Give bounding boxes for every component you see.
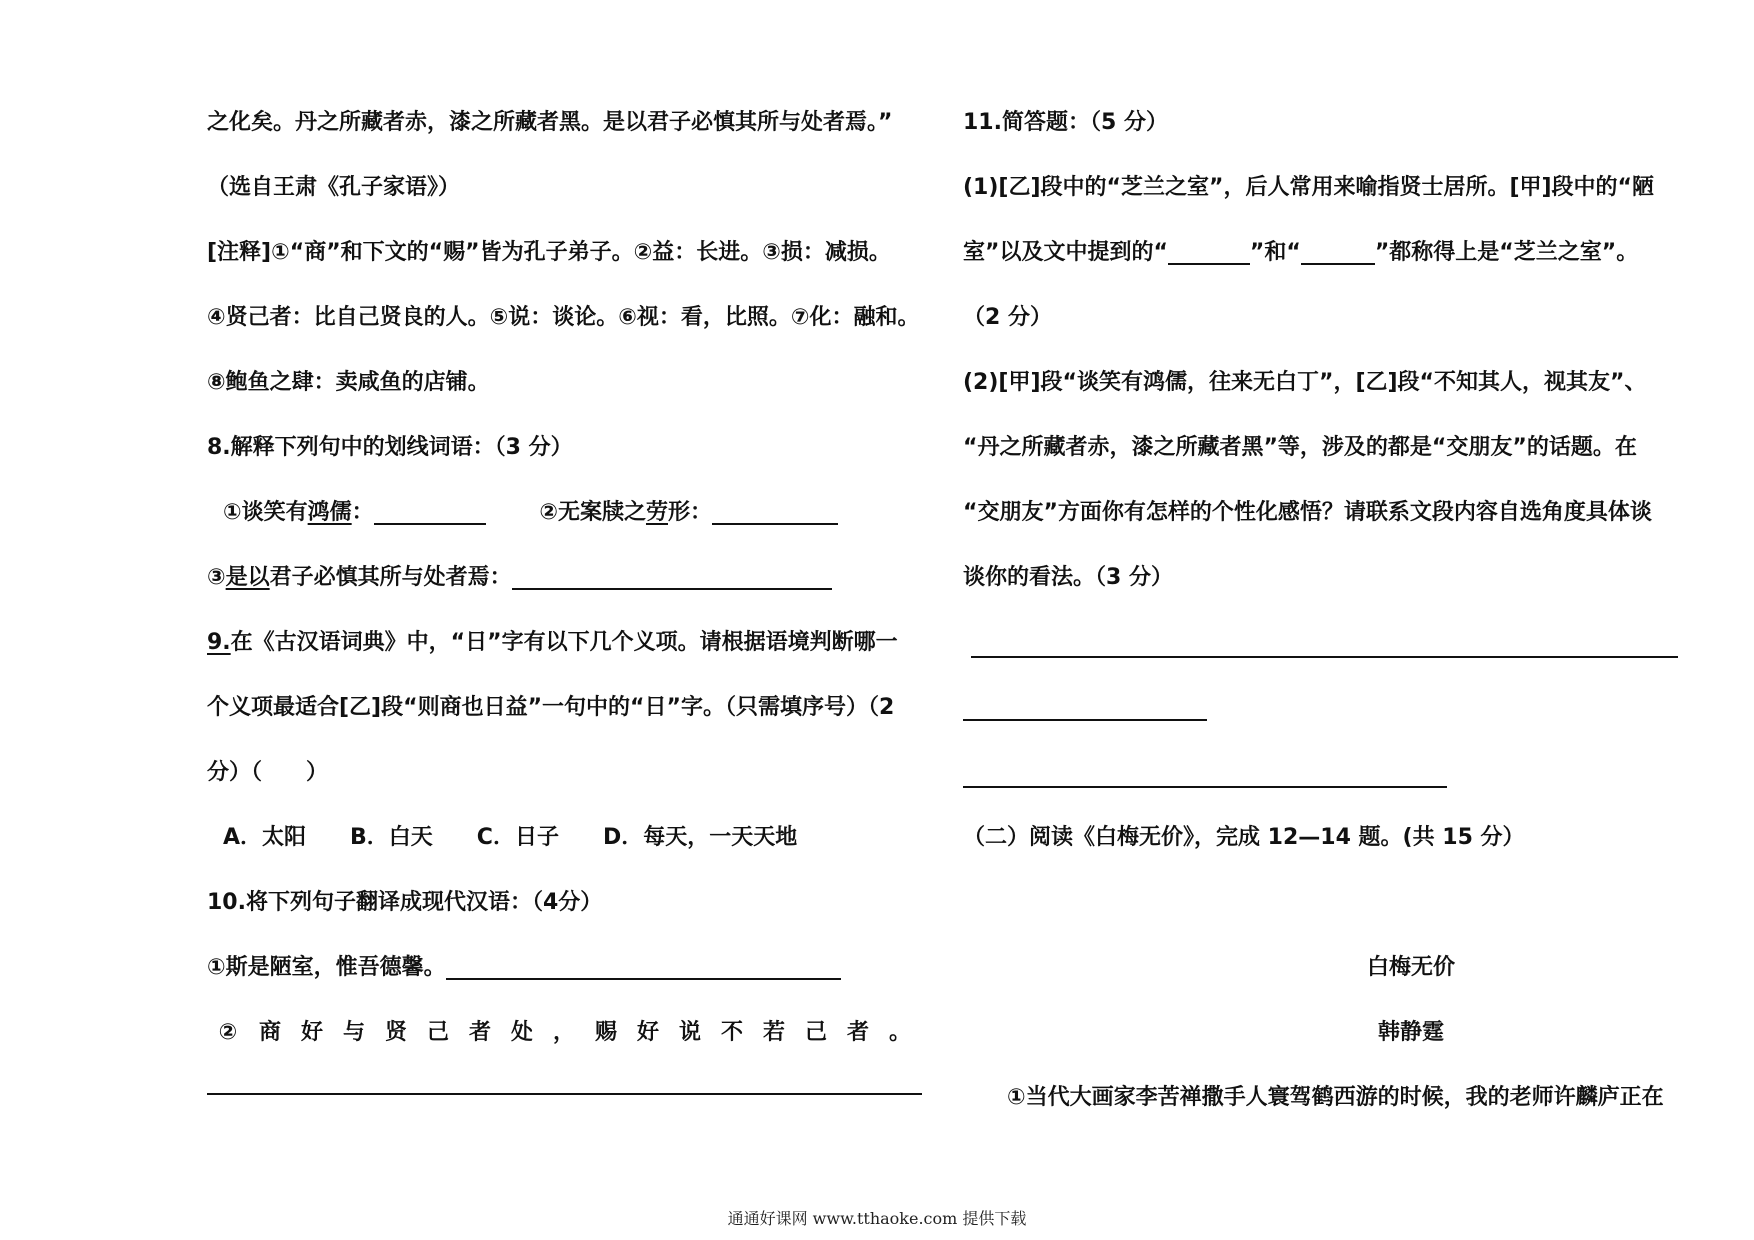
char: 处 — [510, 1020, 533, 1045]
answer-area — [963, 610, 1678, 675]
char: 贤 — [384, 1020, 407, 1045]
spacer — [963, 870, 1678, 935]
q8-item3-underlined: 是以 — [225, 565, 270, 590]
annotation-line: ⑧鲍鱼之肆：卖咸鱼的店铺。 — [207, 370, 490, 395]
q11-part2-line3: “交朋友”方面你有怎样的个性化感悟？请联系文段内容自选角度具体谈 — [963, 500, 1652, 525]
char: 不 — [720, 1020, 743, 1045]
q11-part2-line4: 谈你的看法。（3 分） — [963, 565, 1173, 590]
source-citation: （选自王肃《孔子家语》） — [207, 175, 461, 200]
char: ， — [552, 1020, 575, 1045]
text-line: 之化矣。丹之所藏者赤，漆之所藏者黑。是以君子必慎其所与处者焉。” — [207, 110, 893, 135]
answer-blank[interactable] — [1301, 241, 1375, 265]
q11-part1-line1: (1)[乙]段中的“芝兰之室”，后人常用来喻指贤士居所。[甲]段中的“陋 — [963, 175, 1655, 200]
char: 与 — [342, 1020, 365, 1045]
char: 者 — [846, 1020, 869, 1045]
answer-line[interactable] — [207, 1065, 922, 1095]
char: 商 — [258, 1020, 281, 1045]
q11-part1-line2 — [963, 220, 1678, 285]
question-10-item1 — [207, 935, 922, 1000]
char: 己 — [804, 1020, 827, 1045]
answer-blank[interactable] — [446, 956, 841, 980]
answer-blank[interactable] — [374, 501, 486, 525]
char: 若 — [762, 1020, 785, 1045]
question-9-options: A．太阳 B．白天 C．日子 D．每天，一天天地 — [223, 825, 798, 850]
question-8-heading: 8.解释下列句中的划线词语：（3 分） — [207, 435, 573, 460]
answer-area — [963, 740, 1678, 805]
q8-item1-prefix: ①谈笑有 — [223, 500, 308, 525]
q8-item2-underlined: 劳 — [645, 500, 668, 525]
answer-line[interactable] — [971, 656, 1678, 658]
q8-item3-prefix: ③ — [207, 565, 226, 590]
q8-item2-suffix: 形： — [668, 500, 713, 525]
question-9-line3: 分）（ ） — [207, 760, 329, 785]
answer-area — [963, 675, 1678, 740]
char: 。 — [888, 1020, 911, 1045]
answer-blank[interactable] — [512, 566, 832, 590]
q9-number: 9. — [207, 630, 231, 655]
answer-line[interactable] — [963, 719, 1207, 721]
annotation-line: ④贤己者：比自己贤良的人。⑤说：谈论。⑥视：看，比照。⑦化：融和。 — [207, 305, 920, 330]
q10-item1-text: ①斯是陋室，惟吾德馨。 — [207, 955, 446, 980]
section-2-heading: （二）阅读《白梅无价》，完成 12—14 题。(共 15 分） — [963, 825, 1525, 850]
question-8-items — [207, 480, 922, 545]
article-author: 韩静霆 — [1378, 1020, 1445, 1045]
q8-item1-underlined: 鸿儒 — [307, 500, 352, 525]
char: ② — [218, 1020, 238, 1045]
q8-item2-prefix: ②无案牍之 — [539, 500, 646, 525]
q8-item1-suffix: ： — [351, 500, 374, 525]
left-column — [207, 90, 922, 1095]
question-10-item2 — [207, 1000, 922, 1065]
char: 赐 — [594, 1020, 617, 1045]
question-9-line1 — [207, 610, 922, 675]
article-title: 白梅无价 — [1367, 955, 1456, 980]
char: 好 — [636, 1020, 659, 1045]
q11-text: ”都称得上是“芝兰之室”。 — [1374, 240, 1639, 265]
question-11-heading: 11.简答题：（5 分） — [963, 110, 1168, 135]
q11-text: ”和“ — [1249, 240, 1301, 265]
char: 好 — [300, 1020, 323, 1045]
footer-credit: 通通好课网 www.tthaoke.com 提供下载 — [727, 1209, 1027, 1228]
q11-part2-line1: (2)[甲]段“谈笑有鸿儒，往来无白丁”，[乙]段“不知其人，视其友”、 — [963, 370, 1647, 395]
article-paragraph: ①当代大画家李苦禅撒手人寰驾鹤西游的时候，我的老师许麟庐正在 — [1007, 1085, 1664, 1110]
q11-text: 室”以及文中提到的“ — [963, 240, 1168, 265]
annotation-line: [注释]①“商”和下文的“赐”皆为孔子弟子。②益：长进。③损：减损。 — [207, 240, 891, 265]
q11-part1-score: （2 分） — [963, 305, 1052, 330]
char: 说 — [678, 1020, 701, 1045]
char: 者 — [468, 1020, 491, 1045]
answer-line[interactable] — [963, 786, 1447, 788]
answer-blank[interactable] — [712, 501, 838, 525]
question-9-line2: 个义项最适合[乙]段“则商也日益”一句中的“日”字。（只需填序号）（2 — [207, 695, 895, 720]
right-column — [963, 90, 1678, 1130]
q11-part2-line2: “丹之所藏者赤，漆之所藏者黑”等，涉及的都是“交朋友”的话题。在 — [963, 435, 1637, 460]
question-10-heading: 10.将下列句子翻译成现代汉语：（4分） — [207, 890, 603, 915]
char: 己 — [426, 1020, 449, 1045]
question-8-item3 — [207, 545, 922, 610]
answer-blank[interactable] — [1168, 241, 1250, 265]
q8-item3-suffix: 君子必慎其所与处者焉： — [269, 565, 512, 590]
q9-text: 在《古汉语词典》中，“日”字有以下几个义项。请根据语境判断哪一 — [230, 630, 898, 655]
